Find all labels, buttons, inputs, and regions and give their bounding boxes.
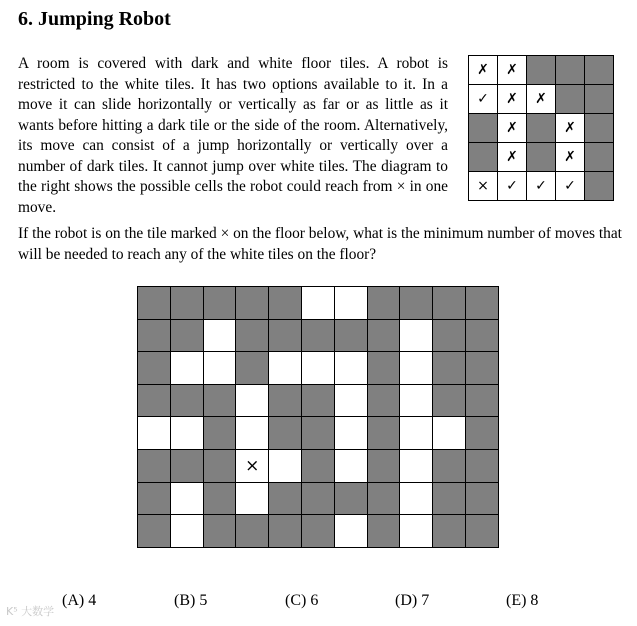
dark-tile [466,483,498,515]
check-mark-icon: ✓ [564,178,576,194]
white-tile [400,352,432,384]
white-tile [138,417,170,449]
dark-tile [433,320,465,352]
example-cell [556,172,584,200]
white-tile [400,450,432,482]
dark-tile [236,515,268,547]
cross-mark-icon: ✗ [506,91,518,107]
dark-tile [368,483,400,515]
cross-mark-icon: ✗ [506,120,518,136]
dark-tile [466,515,498,547]
dark-tile [171,320,203,352]
dark-tile [171,287,203,319]
white-tile [171,515,203,547]
white-tile [204,352,236,384]
choice-b[interactable]: (B) 5 [174,592,208,609]
robot-start-marker: × [245,455,260,476]
example-cell [498,114,526,142]
white-tile [400,515,432,547]
example-grid [468,55,614,201]
example-cell [469,143,497,171]
example-cell [585,114,613,142]
dark-tile [302,320,334,352]
dark-tile [433,287,465,319]
example-cell [498,85,526,113]
dark-tile [236,352,268,384]
dark-tile [204,450,236,482]
white-tile [335,352,367,384]
dark-tile [204,515,236,547]
dark-tile [433,515,465,547]
dark-tile [302,385,334,417]
example-cell [469,172,497,200]
white-tile [433,417,465,449]
white-tile [269,352,301,384]
dark-tile [269,483,301,515]
start-marker: × [477,178,489,194]
example-cell [527,56,555,84]
dark-tile [138,320,170,352]
dark-tile [368,450,400,482]
choice-e[interactable]: (E) 8 [506,592,539,609]
cross-mark-icon: ✗ [477,62,489,78]
white-tile [204,320,236,352]
white-tile [236,385,268,417]
dark-tile [433,450,465,482]
dark-tile [433,483,465,515]
example-cell [527,143,555,171]
white-tile [335,515,367,547]
dark-tile [368,515,400,547]
cross-mark-icon: ✗ [535,91,547,107]
dark-tile [138,483,170,515]
example-cell [498,143,526,171]
example-cell [527,114,555,142]
white-tile [236,417,268,449]
white-tile [171,483,203,515]
white-tile [400,385,432,417]
white-tile [236,483,268,515]
example-cell [469,56,497,84]
white-tile [335,385,367,417]
dark-tile [466,287,498,319]
dark-tile [368,352,400,384]
example-cell [469,114,497,142]
problem-description: A room is covered with dark and white floor tiles. A robot is restricted to the white tiles. It has two options available to it. In a move it can slide horizontally or vertically as far or as little as it wants before hitting a dark tile or the side of the room. Alternatively, its move can consist of a jump horizontally or vertically over a number of dark tiles. It cannot jump over white tiles. The diagram to the right shows the possible cells the robot could reach from × in one move. [18,55,448,216]
dark-tile [368,417,400,449]
dark-tile [335,483,367,515]
dark-tile [138,352,170,384]
dark-tile [138,515,170,547]
white-tile [171,352,203,384]
check-mark-icon: ✓ [506,178,518,194]
choice-c[interactable]: (C) 6 [285,592,319,609]
white-tile [171,417,203,449]
dark-tile [204,483,236,515]
cross-mark-icon: ✗ [564,120,576,136]
dark-tile [302,483,334,515]
white-tile [400,483,432,515]
dark-tile [269,385,301,417]
example-cell [585,85,613,113]
white-tile [335,287,367,319]
check-mark-icon: ✓ [535,178,547,194]
dark-tile [335,320,367,352]
dark-tile [204,385,236,417]
problem-question: If the robot is on the tile marked × on the floor below, what is the minimum number of moves that will be needed to reach any of the white tiles on the floor? [18,225,622,263]
dark-tile [204,417,236,449]
example-cell [585,143,613,171]
dark-tile [302,515,334,547]
check-mark-icon: ✓ [477,91,489,107]
dark-tile [269,515,301,547]
white-tile [236,450,268,482]
dark-tile [466,417,498,449]
example-cell [498,56,526,84]
dark-tile [236,320,268,352]
example-cell [527,172,555,200]
dark-tile [269,417,301,449]
dark-tile [138,385,170,417]
choice-a[interactable]: (A) 4 [62,592,97,609]
dark-tile [368,320,400,352]
dark-tile [236,287,268,319]
watermark-logo: K⁵ 大数学 [6,605,55,618]
example-cell [585,56,613,84]
dark-tile [138,450,170,482]
white-tile [302,352,334,384]
example-cell [585,172,613,200]
dark-tile [302,417,334,449]
white-tile [335,417,367,449]
example-cell [556,85,584,113]
dark-tile [302,450,334,482]
dark-tile [269,320,301,352]
example-cell [469,85,497,113]
dark-tile [171,385,203,417]
dark-tile [466,385,498,417]
dark-tile [433,385,465,417]
dark-tile [466,352,498,384]
cross-mark-icon: ✗ [506,62,518,78]
dark-tile [466,320,498,352]
dark-tile [171,450,203,482]
floor-grid [137,286,499,548]
dark-tile [400,287,432,319]
white-tile [400,417,432,449]
problem-title: 6. Jumping Robot [18,8,171,30]
dark-tile [368,287,400,319]
dark-tile [204,287,236,319]
example-cell [556,114,584,142]
cross-mark-icon: ✗ [564,149,576,165]
white-tile [302,287,334,319]
white-tile [400,320,432,352]
white-tile [335,450,367,482]
example-cell [527,85,555,113]
white-tile [269,450,301,482]
dark-tile [466,450,498,482]
example-cell [556,143,584,171]
example-cell [556,56,584,84]
dark-tile [433,352,465,384]
dark-tile [138,287,170,319]
cross-mark-icon: ✗ [506,149,518,165]
dark-tile [368,385,400,417]
choice-d[interactable]: (D) 7 [395,592,430,609]
dark-tile [269,287,301,319]
example-cell [498,172,526,200]
